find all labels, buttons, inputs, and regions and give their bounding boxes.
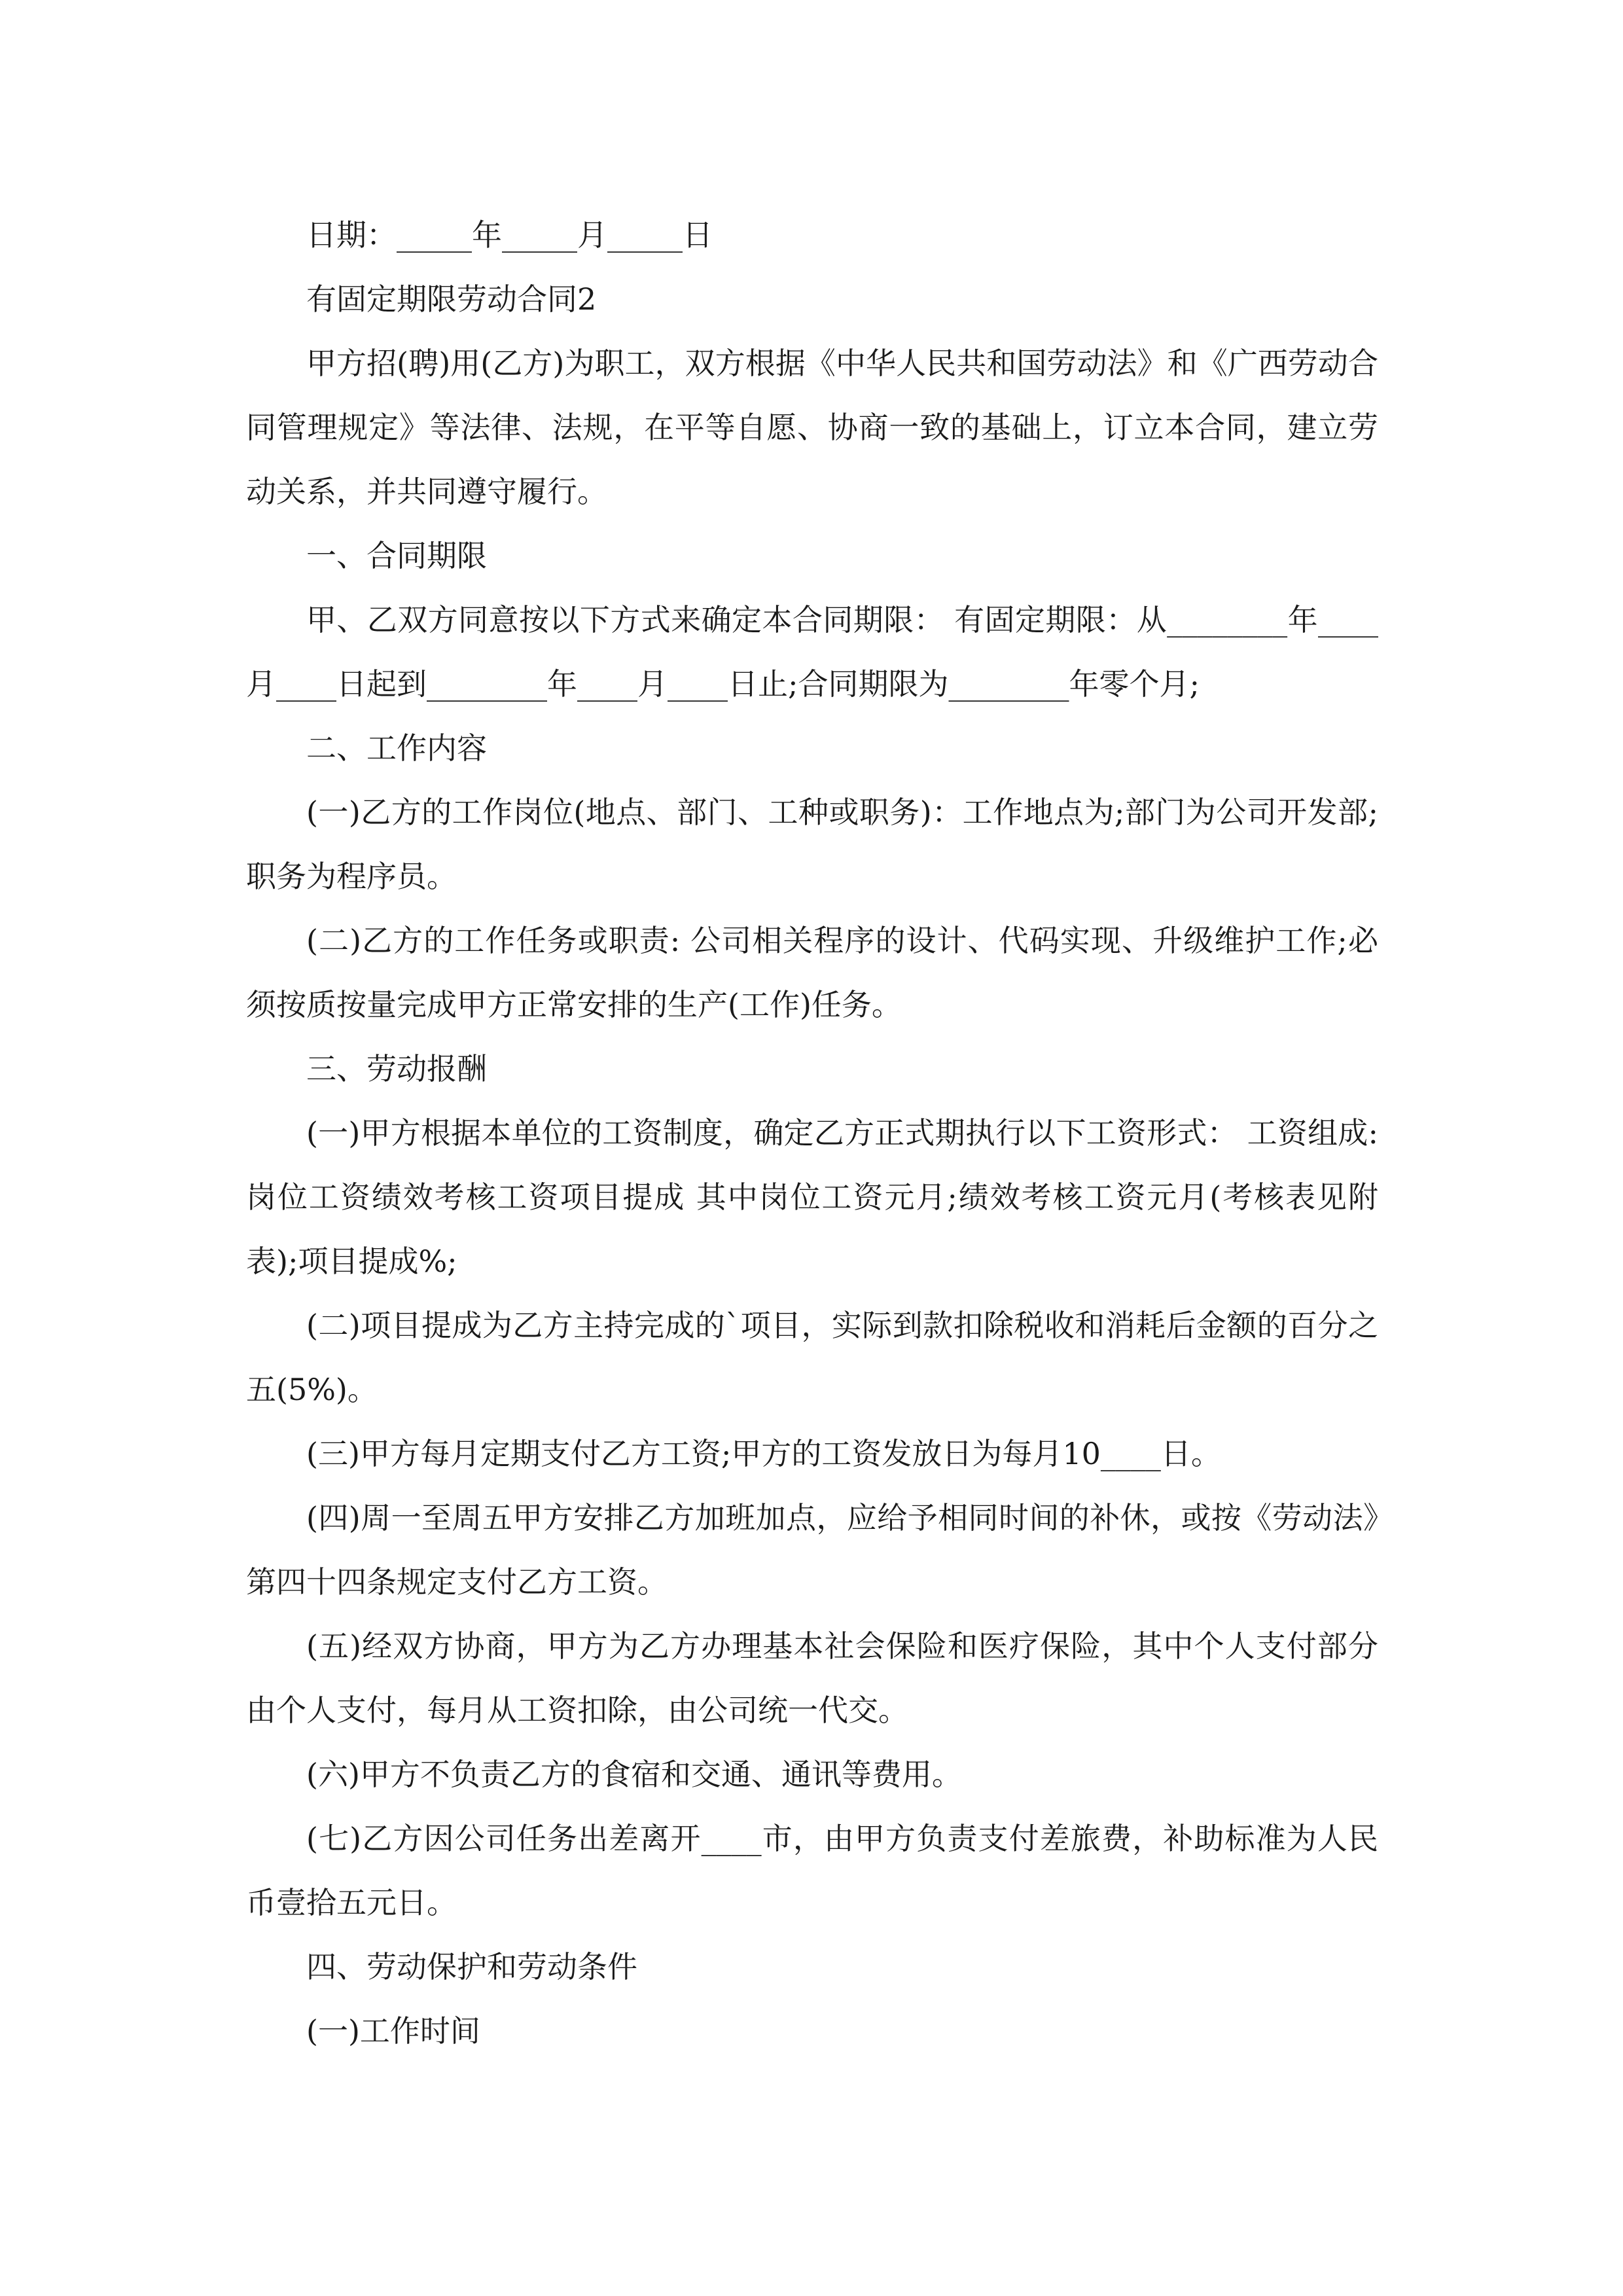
section-heading-work-content: 二、工作内容 <box>306 730 487 766</box>
term-paragraph: 甲、乙双方同意按以下方式来确定本合同期限： 有固定期限：从________年____月____日起到________年____月____日止;合同期限为________年零个月; <box>246 602 1378 702</box>
work-position-paragraph: (一)乙方的工作岗位(地点、部门、工种或职务)：工作地点为;部门为公司开发部;职务为程序员。 <box>246 795 1378 894</box>
document-body <box>246 203 1388 2063</box>
section-heading-remuneration: 三、劳动报酬 <box>306 1051 487 1086</box>
project-commission-paragraph: (二)项目提成为乙方主持完成的`项目，实际到款扣除税收和消耗后金额的百分之五(5%)。 <box>246 1308 1378 1407</box>
working-hours-subheading: (一)工作时间 <box>306 2013 480 2049</box>
preamble-paragraph: 甲方招(聘)用(乙方)为职工，双方根据《中华人民共和国劳动法》和《广西劳动合同管理规定》等法律、法规，在平等自愿、协商一致的基础上，订立本合同，建立劳动关系，并共同遵守履行。 <box>246 346 1378 509</box>
insurance-paragraph: (五)经双方协商，甲方为乙方办理基本社会保险和医疗保险，其中个人支付部分由个人支付，每月从工资扣除，由公司统一代交。 <box>246 1628 1378 1728</box>
travel-allowance-paragraph: (七)乙方因公司任务出差离开____市，由甲方负责支付差旅费，补助标准为人民币壹拾五元日。 <box>246 1821 1378 1920</box>
work-duties-paragraph: (二)乙方的工作任务或职责: 公司相关程序的设计、代码实现、升级维护工作;必须按质按量完成甲方正常安排的生产(工作)任务。 <box>246 923 1378 1022</box>
overtime-paragraph: (四)周一至周五甲方安排乙方加班加点，应给予相同时间的补休，或按《劳动法》第四十四条规定支付乙方工资。 <box>246 1500 1378 1600</box>
date-line: 日期：_____年_____月_____日 <box>306 217 713 253</box>
pay-day-paragraph: (三)甲方每月定期支付乙方工资;甲方的工资发放日为每月10____日。 <box>306 1436 1221 1471</box>
salary-form-paragraph: (一)甲方根据本单位的工资制度，确定乙方正式期执行以下工资形式： 工资组成: 岗位工资绩效考核工资项目提成 其中岗位工资元月;绩效考核工资元月(考核表见附表);项目提成%; <box>246 1115 1388 1279</box>
section-heading-term: 一、合同期限 <box>306 538 487 573</box>
expenses-paragraph: (六)甲方不负责乙方的食宿和交通、通讯等费用。 <box>306 1757 962 1792</box>
contract-title: 有固定期限劳动合同2 <box>306 281 597 317</box>
section-heading-labor-protection: 四、劳动保护和劳动条件 <box>306 1949 637 1984</box>
